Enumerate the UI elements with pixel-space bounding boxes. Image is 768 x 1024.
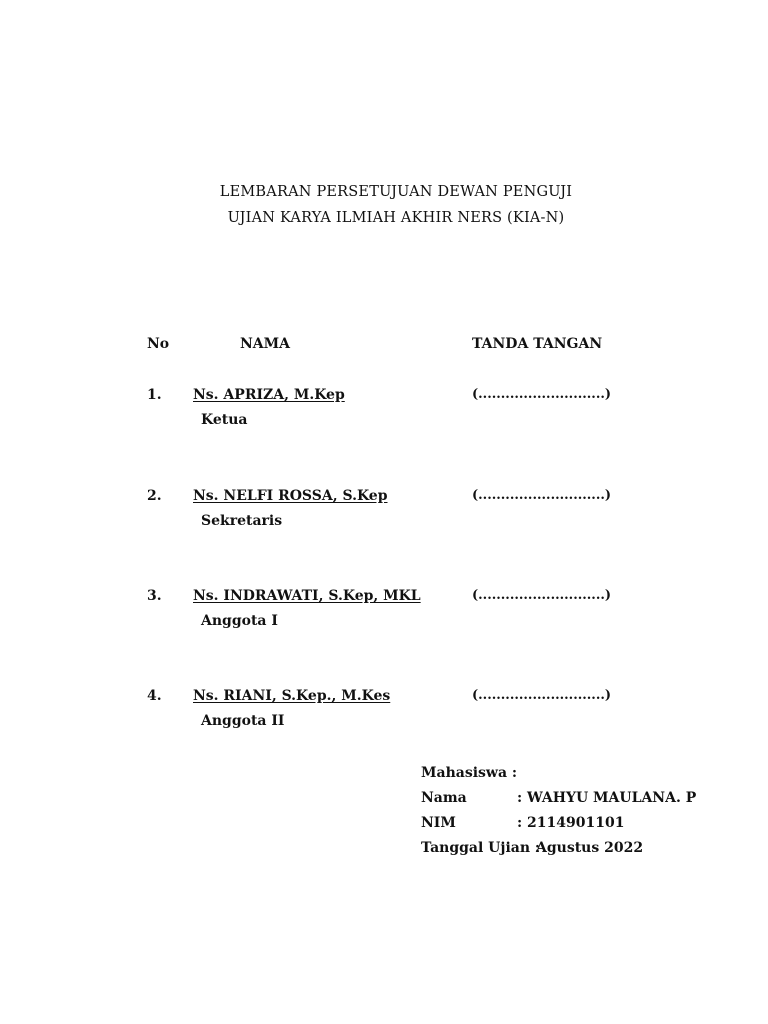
examiner-row: [0, 387, 768, 447]
examiner-role: Sekretaris: [201, 513, 283, 529]
signature-field: (............................): [472, 387, 612, 402]
examiner-role: Anggota II: [201, 713, 285, 729]
document-title-line-2: UJIAN KARYA ILMIAH AKHIR NERS (KIA-N): [227, 210, 565, 226]
student-name-value: : WAHYU MAULANA. P: [517, 790, 697, 806]
column-header-nama: NAMA: [240, 336, 291, 352]
examiner-name: Ns. APRIZA, M.Kep: [193, 387, 345, 403]
student-name-label: Nama: [421, 790, 467, 806]
student-nim-value: : 2114901101: [517, 815, 625, 831]
signature-field: (............................): [472, 588, 612, 603]
examiner-role: Anggota I: [201, 613, 278, 629]
examiner-number: 4.: [147, 688, 162, 704]
examiner-number: 2.: [147, 488, 162, 504]
signature-field: (............................): [472, 488, 612, 503]
exam-date-value: Agustus 2022: [536, 840, 644, 856]
student-nim-label: NIM: [421, 815, 456, 831]
student-heading: Mahasiswa :: [421, 765, 518, 781]
column-header-tanda-tangan: TANDA TANGAN: [472, 336, 603, 352]
examiner-row: [0, 588, 768, 648]
examiner-row: [0, 688, 768, 748]
examiner-name: Ns. RIANI, S.Kep., M.Kes: [193, 688, 391, 704]
examiner-name: Ns. NELFI ROSSA, S.Kep: [193, 488, 388, 504]
examiner-role: Ketua: [201, 412, 248, 428]
examiner-number: 3.: [147, 588, 162, 604]
signature-field: (............................): [472, 688, 612, 703]
exam-date-label: Tanggal Ujian :: [421, 840, 541, 856]
examiner-row: [0, 488, 768, 548]
document-title-line-1: LEMBARAN PERSETUJUAN DEWAN PENGUJI: [219, 184, 573, 200]
column-header-no: No: [147, 336, 170, 352]
examiner-number: 1.: [147, 387, 162, 403]
examiner-name: Ns. INDRAWATI, S.Kep, MKL: [193, 588, 421, 604]
